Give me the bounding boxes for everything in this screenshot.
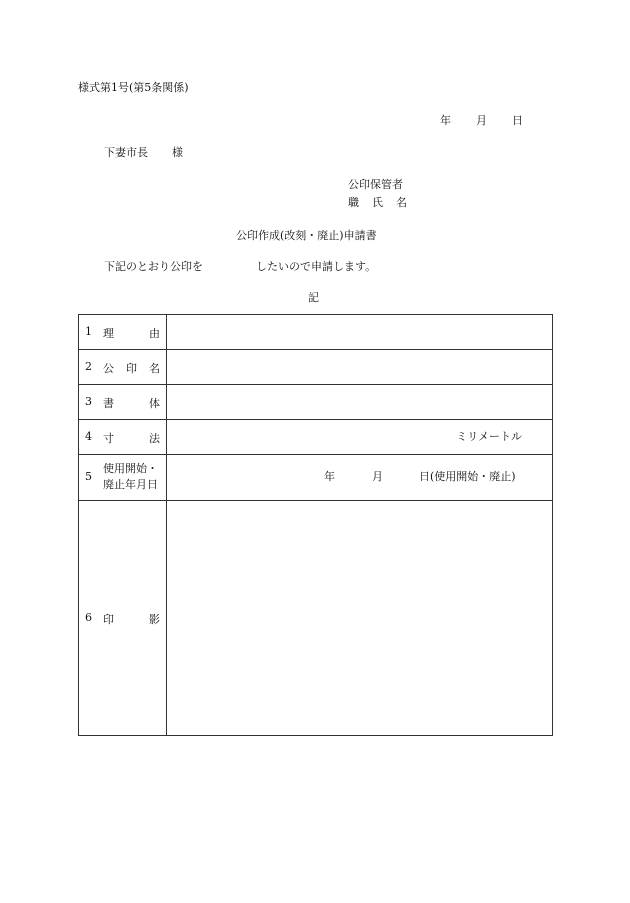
applicant-name-label: 名 xyxy=(396,196,407,209)
row-number: 6 xyxy=(85,611,92,624)
label-char: 影 xyxy=(149,613,160,626)
label-char: 体 xyxy=(149,397,160,410)
reason-field[interactable] xyxy=(167,315,553,350)
table-row xyxy=(79,385,553,420)
seal-name-field[interactable] xyxy=(167,350,553,385)
applicant-post-label: 職 xyxy=(348,196,359,209)
table-row xyxy=(79,455,553,501)
row-label-seal-impression xyxy=(79,501,167,736)
label-char: 法 xyxy=(149,432,160,445)
addressee-honorific: 様 xyxy=(172,146,183,159)
label-char: 名 xyxy=(149,362,160,375)
form-number: 様式第1号(第5条関係) xyxy=(78,81,189,94)
label-char: 由 xyxy=(149,327,160,340)
label-char: 印 xyxy=(126,362,137,375)
date-day-label: 日 xyxy=(512,114,523,127)
row-number: 1 xyxy=(85,325,92,338)
document-title: 公印作成(改刻・廃止)申請書 xyxy=(236,229,377,242)
row-number: 4 xyxy=(85,430,92,443)
date-month-label: 月 xyxy=(476,114,487,127)
intro-text-before: 下記のとおり公印を xyxy=(104,260,203,273)
label-char: 書 xyxy=(103,397,114,410)
date-field[interactable] xyxy=(167,455,553,501)
table-row xyxy=(79,420,553,455)
row-number: 5 xyxy=(85,470,92,483)
row-number: 3 xyxy=(85,395,92,408)
row-number: 2 xyxy=(85,360,92,373)
ki-heading: 記 xyxy=(308,291,319,304)
dimension-unit: ミリメートル xyxy=(456,430,522,443)
intro-text-after: したいので申請します。 xyxy=(256,260,377,273)
application-table xyxy=(78,314,553,736)
label-line: 使用開始・ xyxy=(103,462,158,475)
typeface-field[interactable] xyxy=(167,385,553,420)
applicant-surname-label: 氏 xyxy=(372,196,383,209)
row-label-dimension xyxy=(79,420,167,455)
date-year-label: 年 xyxy=(440,114,451,127)
label-char: 理 xyxy=(103,327,114,340)
label-char: 公 xyxy=(103,362,114,375)
dimension-field[interactable] xyxy=(167,420,553,455)
label-char: 寸 xyxy=(103,432,114,445)
row-label-seal-name xyxy=(79,350,167,385)
table-row xyxy=(79,315,553,350)
table-row xyxy=(79,501,553,736)
applicant-role: 公印保管者 xyxy=(348,178,403,191)
row-label-typeface xyxy=(79,385,167,420)
label-char: 印 xyxy=(103,613,114,626)
addressee-name: 下妻市長 xyxy=(104,146,148,159)
table-row xyxy=(79,350,553,385)
date-month: 月 xyxy=(372,470,383,483)
row-label-reason xyxy=(79,315,167,350)
label-line: 廃止年月日 xyxy=(103,478,158,491)
row-label-date xyxy=(79,455,167,501)
seal-impression-area[interactable] xyxy=(167,501,553,736)
date-year: 年 xyxy=(324,470,335,483)
date-day-suffix: 日(使用開始・廃止) xyxy=(419,470,516,483)
